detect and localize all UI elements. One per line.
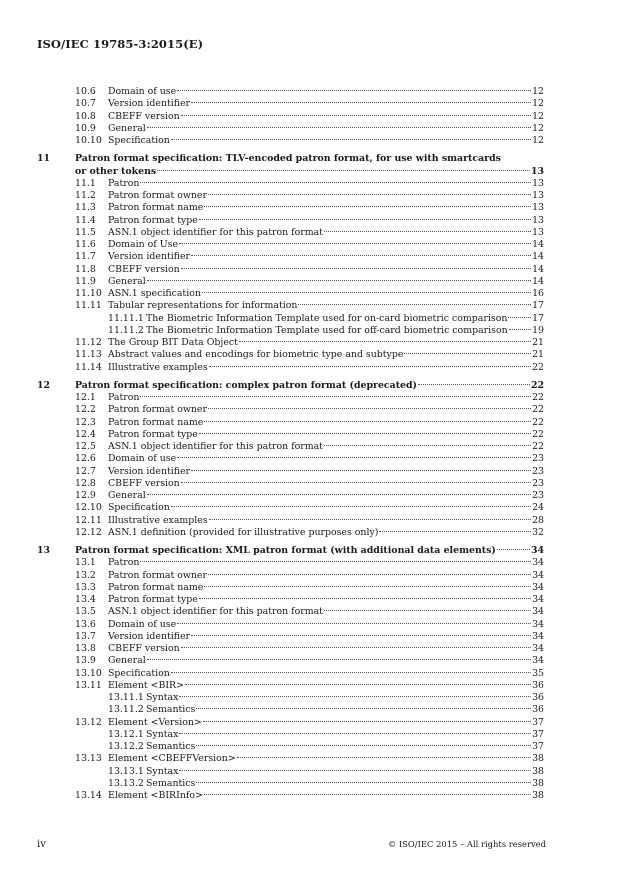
toc-entry-title: Syntax bbox=[146, 692, 179, 703]
toc-entry-page: 12 bbox=[532, 86, 544, 97]
toc-entry-number: 12.8 bbox=[75, 477, 96, 489]
toc-dot-leader bbox=[239, 341, 531, 342]
toc-entry-title: Tabular representations for information bbox=[108, 300, 298, 312]
toc-entry[interactable] bbox=[0, 704, 620, 716]
toc-entry-number: 11.10 bbox=[75, 288, 102, 299]
toc-entry-page: 34 bbox=[532, 655, 544, 667]
toc-entry[interactable] bbox=[0, 643, 620, 655]
toc-entry-title: Specification bbox=[108, 667, 170, 679]
toc-entry-title: Domain of use bbox=[108, 86, 177, 97]
toc-entry-page: 21 bbox=[532, 337, 544, 348]
toc-entry[interactable] bbox=[0, 557, 620, 569]
toc-dot-leader bbox=[418, 384, 530, 385]
toc-dot-leader bbox=[379, 531, 531, 532]
toc-dot-leader bbox=[177, 457, 531, 458]
toc-dot-leader bbox=[324, 445, 531, 446]
toc-entry-number: 11.6 bbox=[75, 239, 96, 250]
toc-dot-leader bbox=[171, 139, 531, 140]
toc-entry-page: 22 bbox=[532, 441, 544, 452]
toc-entry-number: 12.6 bbox=[75, 453, 96, 465]
toc-dot-leader bbox=[179, 696, 531, 697]
toc-entry-page: 37 bbox=[532, 716, 544, 728]
toc-dot-leader bbox=[204, 586, 531, 587]
toc-entry-title: Domain of use bbox=[108, 453, 177, 465]
toc-entry-number: 13.10 bbox=[75, 667, 102, 679]
toc-entry-number: 12.11 bbox=[75, 514, 102, 526]
toc-dot-leader bbox=[157, 170, 530, 171]
toc-entry[interactable] bbox=[0, 466, 620, 478]
toc-entry-page: 23 bbox=[532, 465, 544, 477]
toc-entry[interactable] bbox=[0, 631, 620, 643]
toc-entry-page: 23 bbox=[532, 453, 544, 465]
toc-entry-number: 11.11 bbox=[75, 300, 102, 312]
toc-dot-leader bbox=[196, 782, 531, 783]
toc-entry[interactable] bbox=[0, 300, 620, 312]
toc-entry[interactable] bbox=[0, 190, 620, 202]
toc-entry[interactable] bbox=[0, 404, 620, 416]
toc-entry-number: 13.13.2 bbox=[108, 777, 144, 789]
toc-entry-title: Element <BIRInfo> bbox=[108, 790, 203, 801]
toc-dot-leader bbox=[140, 561, 531, 562]
toc-entry[interactable] bbox=[0, 717, 620, 729]
toc-entry[interactable] bbox=[0, 441, 620, 453]
toc-dot-leader bbox=[298, 304, 531, 305]
toc-entry-title: ASN.1 definition (provided for illustrative purposes only) bbox=[108, 526, 379, 538]
toc-entry[interactable] bbox=[0, 753, 620, 765]
toc-dot-leader bbox=[204, 421, 531, 422]
toc-dot-leader bbox=[237, 757, 531, 758]
toc-entry-page: 22 bbox=[532, 392, 544, 403]
toc-entry[interactable] bbox=[0, 619, 620, 631]
toc-dot-leader bbox=[204, 794, 531, 795]
toc-entry-title: Patron format type bbox=[108, 214, 198, 226]
toc-entry-title: CBEFF version bbox=[108, 477, 180, 489]
toc-entry-title: ASN.1 object identifier for this patron format bbox=[108, 441, 323, 452]
toc-entry[interactable] bbox=[0, 692, 620, 704]
toc-dot-leader bbox=[208, 194, 531, 195]
toc-entry-number: 13.14 bbox=[75, 790, 102, 801]
toc-dot-leader bbox=[208, 408, 531, 409]
toc-entry[interactable] bbox=[0, 502, 620, 514]
toc-entry-title: Patron format name bbox=[108, 202, 204, 214]
toc-entry[interactable] bbox=[0, 778, 620, 790]
toc-entry-number: 12 bbox=[37, 379, 51, 391]
toc-entry[interactable] bbox=[0, 215, 620, 227]
toc-entry-title: Domain of Use bbox=[108, 239, 179, 250]
toc-entry-title: Version identifier bbox=[108, 98, 191, 110]
toc-entry[interactable] bbox=[0, 606, 620, 618]
toc-entry-page: 22 bbox=[530, 379, 544, 391]
toc-entry-title: Syntax bbox=[146, 728, 179, 740]
toc-entry-title: Patron format name bbox=[108, 581, 204, 593]
toc-entry[interactable] bbox=[0, 362, 620, 374]
toc-entry-number: 11.12 bbox=[75, 337, 102, 348]
toc-dot-leader bbox=[508, 317, 531, 318]
toc-dot-leader bbox=[140, 182, 531, 183]
toc-entry-title: CBEFF version bbox=[108, 263, 180, 275]
toc-entry[interactable] bbox=[0, 680, 620, 692]
toc-entry[interactable] bbox=[0, 582, 620, 594]
toc-entry-number: 11.1 bbox=[75, 177, 96, 189]
toc-entry-page: 12 bbox=[532, 98, 544, 110]
toc-entry-title: CBEFF version bbox=[108, 110, 180, 122]
toc-entry-number: 13.11.1 bbox=[108, 692, 144, 703]
toc-entry-page: 23 bbox=[532, 477, 544, 489]
toc-entry-page: 12 bbox=[532, 110, 544, 122]
toc-entry-title: Version identifier bbox=[108, 465, 191, 477]
toc-dot-leader bbox=[181, 115, 531, 116]
toc-entry-page: 36 bbox=[532, 692, 544, 703]
toc-entry-number: 13.6 bbox=[75, 618, 96, 630]
toc-entry[interactable] bbox=[0, 288, 620, 300]
toc-entry-title: The Group BIT Data Object bbox=[108, 337, 238, 348]
toc-entry-number: 13.4 bbox=[75, 594, 96, 605]
toc-entry-title: Patron bbox=[108, 392, 140, 403]
toc-entry-page: 22 bbox=[532, 416, 544, 428]
toc-entry-number: 11.5 bbox=[75, 226, 96, 238]
toc-dot-leader bbox=[140, 396, 531, 397]
toc-entry-title: The Biometric Information Template used for off-card biometric comparison bbox=[146, 324, 508, 336]
toc-entry-number: 12.7 bbox=[75, 465, 96, 477]
toc-entry-page: 34 bbox=[532, 594, 544, 605]
toc-entry[interactable] bbox=[0, 337, 620, 349]
toc-entry-page: 38 bbox=[532, 753, 544, 765]
toc-entry-page: 34 bbox=[532, 618, 544, 630]
toc-entry[interactable] bbox=[0, 202, 620, 214]
toc-entry-page: 37 bbox=[532, 741, 544, 752]
toc-entry-number: 12.4 bbox=[75, 428, 96, 440]
toc-entry-title: Illustrative examples bbox=[108, 361, 208, 373]
toc-entry-title: Domain of use bbox=[108, 618, 177, 630]
toc-entry-number: 12.12 bbox=[75, 526, 102, 538]
toc-entry-number: 11 bbox=[37, 153, 51, 165]
toc-entry-number: 11.3 bbox=[75, 202, 96, 214]
toc-entry-number: 12.1 bbox=[75, 392, 96, 403]
toc-entry[interactable] bbox=[0, 135, 620, 147]
toc-entry-number: 13.9 bbox=[75, 655, 96, 667]
toc-entry-page: 17 bbox=[532, 312, 544, 324]
toc-entry-page: 14 bbox=[532, 263, 544, 275]
copyright-notice: © ISO/IEC 2015 – All rights reserved bbox=[387, 839, 546, 849]
toc-entry-title: Syntax bbox=[146, 765, 179, 777]
toc-dot-leader bbox=[179, 243, 531, 244]
toc-entry[interactable] bbox=[0, 98, 620, 110]
toc-entry-title: General bbox=[108, 655, 146, 667]
toc-dot-leader bbox=[191, 255, 531, 256]
toc-entry-page: 32 bbox=[532, 526, 544, 538]
toc-entry-number: 11.9 bbox=[75, 275, 96, 287]
toc-entry[interactable] bbox=[0, 153, 620, 165]
toc-dot-leader bbox=[179, 770, 531, 771]
toc-entry[interactable] bbox=[0, 227, 620, 239]
toc-dot-leader bbox=[199, 598, 531, 599]
toc-entry-title: Patron format owner bbox=[108, 404, 207, 416]
toc-entry-number: 11.4 bbox=[75, 214, 96, 226]
toc-entry-number: 10.10 bbox=[75, 135, 102, 146]
toc-entry-title: General bbox=[108, 275, 146, 287]
toc-entry[interactable] bbox=[0, 166, 620, 178]
toc-entry-title: ASN.1 specification bbox=[108, 288, 201, 299]
toc-entry-number: 10.6 bbox=[75, 86, 96, 97]
toc-dot-leader bbox=[191, 102, 531, 103]
toc-entry-page: 37 bbox=[532, 728, 544, 740]
toc-entry-title: General bbox=[108, 122, 146, 134]
toc-entry-number: 13 bbox=[37, 545, 51, 556]
toc-entry-page: 34 bbox=[532, 569, 544, 581]
toc-entry-number: 13.2 bbox=[75, 569, 96, 581]
toc-entry[interactable] bbox=[0, 429, 620, 441]
toc-entry-number: 13.13.1 bbox=[108, 765, 144, 777]
toc-entry-title: Patron format type bbox=[108, 594, 198, 605]
toc-dot-leader bbox=[185, 684, 531, 685]
toc-entry-page: 38 bbox=[532, 777, 544, 789]
toc-entry-number: 11.8 bbox=[75, 263, 96, 275]
toc-entry-number: 11.13 bbox=[75, 349, 102, 361]
toc-entry-page: 34 bbox=[532, 557, 544, 569]
toc-dot-leader bbox=[196, 745, 531, 746]
toc-entry-title: ASN.1 object identifier for this patron format bbox=[108, 226, 323, 238]
toc-entry-number: 12.9 bbox=[75, 490, 96, 501]
toc-entry-title: Specification bbox=[108, 135, 170, 146]
toc-entry-page: 13 bbox=[532, 177, 544, 189]
toc-dot-leader bbox=[171, 506, 531, 507]
toc-dot-leader bbox=[208, 574, 531, 575]
toc-dot-leader bbox=[147, 659, 531, 660]
toc-entry[interactable] bbox=[0, 349, 620, 361]
toc-entry-number: 13.11 bbox=[75, 679, 102, 691]
toc-entry[interactable] bbox=[0, 490, 620, 502]
toc-dot-leader bbox=[196, 708, 531, 709]
toc-entry[interactable] bbox=[0, 570, 620, 582]
toc-entry[interactable] bbox=[0, 478, 620, 490]
toc-entry-number: 13.3 bbox=[75, 581, 96, 593]
toc-entry-number: 11.14 bbox=[75, 361, 102, 373]
toc-entry[interactable] bbox=[0, 729, 620, 741]
toc-entry-page: 13 bbox=[530, 165, 544, 177]
toc-entry[interactable] bbox=[0, 515, 620, 527]
toc-entry[interactable] bbox=[0, 527, 620, 539]
toc-entry-page: 35 bbox=[532, 667, 544, 679]
toc-entry-number: 12.2 bbox=[75, 404, 96, 416]
toc-dot-leader bbox=[209, 519, 531, 520]
toc-entry-title: Patron format specification: TLV-encoded patron format, for use with smartcards bbox=[75, 153, 501, 165]
toc-entry-title: The Biometric Information Template used for on-card biometric comparison bbox=[146, 312, 508, 324]
toc-entry-number: 11.7 bbox=[75, 251, 96, 263]
toc-entry[interactable] bbox=[0, 594, 620, 606]
toc-dot-leader bbox=[171, 672, 531, 673]
toc-entry-title: Patron format owner bbox=[108, 190, 207, 201]
toc-dot-leader bbox=[181, 647, 531, 648]
toc-entry-title: Patron bbox=[108, 557, 140, 569]
toc-dot-leader bbox=[203, 721, 531, 722]
toc-entry-number: 11.11.2 bbox=[108, 324, 144, 336]
toc-entry-page: 34 bbox=[532, 630, 544, 642]
toc-dot-leader bbox=[177, 90, 531, 91]
toc-entry-page: 34 bbox=[532, 606, 544, 618]
toc-entry-page: 34 bbox=[532, 581, 544, 593]
toc-entry-title: Patron format specification: complex patron format (deprecated) bbox=[75, 379, 417, 391]
toc-entry[interactable] bbox=[0, 239, 620, 251]
toc-dot-leader bbox=[191, 635, 531, 636]
toc-entry-number: 13.13 bbox=[75, 753, 102, 765]
toc-entry-title: Element <BIR> bbox=[108, 679, 184, 691]
toc-entry-page: 36 bbox=[532, 704, 544, 716]
toc-dot-leader bbox=[497, 549, 530, 550]
toc-entry-page: 38 bbox=[532, 790, 544, 801]
toc-entry-number: 13.11.2 bbox=[108, 704, 144, 716]
toc-dot-leader bbox=[204, 206, 531, 207]
toc-entry-title: Element <Version> bbox=[108, 716, 202, 728]
toc-entry-title: Patron format owner bbox=[108, 569, 207, 581]
toc-entry-number: 10.7 bbox=[75, 98, 96, 110]
toc-dot-leader bbox=[404, 353, 531, 354]
toc-dot-leader bbox=[191, 470, 531, 471]
toc-entry-number: 12.5 bbox=[75, 441, 96, 452]
toc-entry[interactable] bbox=[0, 668, 620, 680]
toc-entry[interactable] bbox=[0, 392, 620, 404]
toc-entry-title: Patron format type bbox=[108, 428, 198, 440]
toc-entry-page: 28 bbox=[532, 514, 544, 526]
toc-entry-number: 13.12.1 bbox=[108, 728, 144, 740]
toc-entry-page: 13 bbox=[532, 214, 544, 226]
toc-entry-page: 22 bbox=[532, 361, 544, 373]
toc-entry-page: 14 bbox=[532, 275, 544, 287]
toc-entry[interactable] bbox=[0, 766, 620, 778]
toc-entry[interactable] bbox=[0, 325, 620, 337]
toc-entry-page: 23 bbox=[532, 490, 544, 501]
toc-dot-leader bbox=[147, 127, 531, 128]
toc-entry[interactable] bbox=[0, 545, 620, 557]
toc-entry-title: or other tokens bbox=[75, 165, 157, 177]
toc-entry-page: 13 bbox=[532, 190, 544, 201]
toc-entry-page: 12 bbox=[532, 135, 544, 146]
toc-dot-leader bbox=[147, 280, 531, 281]
toc-entry-number: 13.8 bbox=[75, 643, 96, 654]
toc-entry-title: General bbox=[108, 490, 146, 501]
toc-entry-page: 38 bbox=[532, 765, 544, 777]
toc-entry[interactable] bbox=[0, 790, 620, 802]
toc-entry-number: 13.1 bbox=[75, 557, 96, 569]
toc-entry-page: 13 bbox=[532, 202, 544, 214]
page-number: iv bbox=[37, 839, 46, 850]
toc-dot-leader bbox=[209, 366, 531, 367]
toc-entry-page: 22 bbox=[532, 404, 544, 416]
toc-entry-number: 10.9 bbox=[75, 122, 96, 134]
toc-entry-title: Semantics bbox=[146, 777, 196, 789]
toc-entry-page: 19 bbox=[532, 324, 544, 336]
toc-entry-page: 13 bbox=[532, 226, 544, 238]
toc-entry-number: 12.3 bbox=[75, 416, 96, 428]
toc-dot-leader bbox=[179, 733, 531, 734]
toc-entry-title: Version identifier bbox=[108, 251, 191, 263]
toc-entry-page: 16 bbox=[532, 288, 544, 299]
toc-entry-page: 14 bbox=[532, 251, 544, 263]
toc-entry[interactable] bbox=[0, 86, 620, 98]
toc-entry-number: 13.12 bbox=[75, 716, 102, 728]
toc-entry-number: 11.2 bbox=[75, 190, 96, 201]
toc-dot-leader bbox=[147, 494, 531, 495]
toc-entry-page: 24 bbox=[532, 502, 544, 514]
toc-entry[interactable] bbox=[0, 380, 620, 392]
toc-dot-leader bbox=[199, 433, 531, 434]
toc-entry-number: 10.8 bbox=[75, 110, 96, 122]
document-id-header: ISO/IEC 19785-3:2015(E) bbox=[37, 37, 204, 51]
toc-entry-page: 17 bbox=[532, 300, 544, 312]
toc-entry-page: 22 bbox=[532, 428, 544, 440]
toc-entry-page: 21 bbox=[532, 349, 544, 361]
toc-entry[interactable] bbox=[0, 276, 620, 288]
toc-entry-title: CBEFF version bbox=[108, 643, 180, 654]
toc-dot-leader bbox=[181, 482, 531, 483]
toc-entry-page: 14 bbox=[532, 239, 544, 250]
toc-entry-title: Abstract values and encodings for biometric type and subtype bbox=[108, 349, 404, 361]
toc-entry-title: Element <CBEFFVersion> bbox=[108, 753, 236, 765]
toc-entry-number: 13.7 bbox=[75, 630, 96, 642]
toc-entry-title: Patron format name bbox=[108, 416, 204, 428]
toc-dot-leader bbox=[324, 231, 531, 232]
toc-entry[interactable] bbox=[0, 264, 620, 276]
toc-entry-title: Patron format specification: XML patron format (with additional data elements) bbox=[75, 545, 496, 556]
toc-dot-leader bbox=[181, 268, 531, 269]
toc-entry-title: Illustrative examples bbox=[108, 514, 208, 526]
toc-entry-page: 36 bbox=[532, 679, 544, 691]
toc-entry[interactable] bbox=[0, 417, 620, 429]
toc-entry-number: 11.11.1 bbox=[108, 312, 144, 324]
toc-entry[interactable] bbox=[0, 251, 620, 263]
toc-entry-number: 12.10 bbox=[75, 502, 102, 514]
toc-entry[interactable] bbox=[0, 313, 620, 325]
toc-entry-title: Patron bbox=[108, 177, 140, 189]
toc-dot-leader bbox=[324, 610, 531, 611]
toc-entry-number: 13.5 bbox=[75, 606, 96, 618]
toc-entry-title: Semantics bbox=[146, 741, 196, 752]
toc-entry-title: Version identifier bbox=[108, 630, 191, 642]
toc-entry-page: 12 bbox=[532, 122, 544, 134]
toc-dot-leader bbox=[177, 623, 531, 624]
toc-entry-page: 34 bbox=[530, 545, 544, 556]
toc-entry-number: 13.12.2 bbox=[108, 741, 144, 752]
toc-entry[interactable] bbox=[0, 111, 620, 123]
toc-dot-leader bbox=[199, 219, 531, 220]
toc-dot-leader bbox=[202, 292, 531, 293]
toc-dot-leader bbox=[509, 329, 531, 330]
toc-entry-page: 34 bbox=[532, 643, 544, 654]
toc-entry-title: Specification bbox=[108, 502, 170, 514]
toc-entry-title: ASN.1 object identifier for this patron format bbox=[108, 606, 323, 618]
toc-entry[interactable] bbox=[0, 655, 620, 667]
toc-entry[interactable] bbox=[0, 741, 620, 753]
toc-entry[interactable] bbox=[0, 453, 620, 465]
toc-entry[interactable] bbox=[0, 123, 620, 135]
toc-entry[interactable] bbox=[0, 178, 620, 190]
toc-entry-title: Semantics bbox=[146, 704, 196, 716]
